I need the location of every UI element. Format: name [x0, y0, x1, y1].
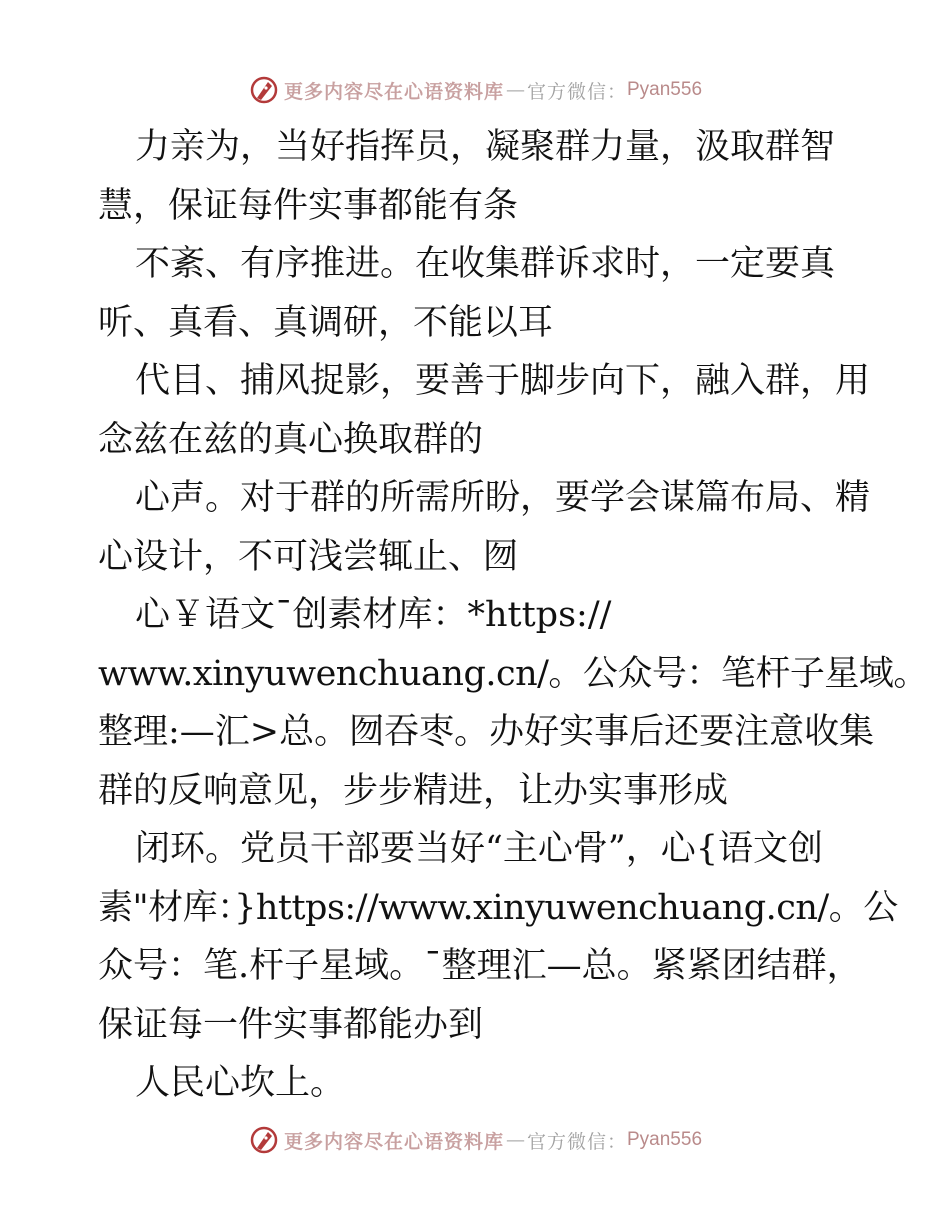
- banner-text: 更多内容尽在心语资料库: [283, 1130, 504, 1153]
- banner-wechat-label: 官方微信：: [526, 80, 627, 103]
- text-line: 力亲为，当好指挥员，凝聚群力量，汲取群智: [135, 127, 836, 167]
- text-line: 念兹在兹的真心换取群的: [98, 419, 484, 460]
- pen-nib-logo-icon: [248, 74, 280, 106]
- banner-wechat-label: 官方微信：: [526, 1130, 627, 1153]
- text-line: 素"材库：}https://www.xinyuwenchuang.cn/。公: [98, 887, 898, 928]
- text-line: 代目、捕风捉影，要善于脚步向下，融入群，用: [135, 361, 871, 401]
- text-line: 心声。对于群的所需所盼，要学会谋篇布局、精: [135, 478, 871, 518]
- text-line: 整理:—汇>总。囫吞枣。办好实事后还要注意收集: [98, 712, 875, 752]
- text-line: 慧，保证每件实事都能有条: [98, 185, 519, 226]
- text-line: 众号：笔.杆子星域。¯整理汇—总。紧紧团结群，: [98, 946, 862, 986]
- text-line: 闭环。党员干部要当好“主心骨”，心{语文创: [135, 829, 824, 869]
- text-line: 保证每一件实事都能办到: [98, 1004, 484, 1045]
- pen-nib-logo-icon: [248, 1124, 280, 1156]
- text-line: 不紊、有序推进。在收集群诉求时，一定要真: [135, 244, 836, 284]
- header-banner: [0, 70, 950, 110]
- banner-separator: —: [505, 1129, 525, 1151]
- document-body: [98, 118, 928, 1113]
- banner-text: 更多内容尽在心语资料库: [283, 80, 504, 103]
- text-line: 心设计，不可浅尝辄止、囫: [98, 536, 519, 577]
- text-line: 听、真看、真调研，不能以耳: [98, 302, 554, 343]
- footer-banner: [0, 1120, 950, 1160]
- text-line: www.xinyuwenchuang.cn/。公众号：笔杆子星域。: [98, 653, 928, 694]
- banner-separator: —: [505, 79, 525, 101]
- banner-wechat-id: Pyan556: [627, 79, 703, 100]
- text-line: 人民心坎上。: [135, 1063, 346, 1103]
- banner-wechat-id: Pyan556: [627, 1129, 703, 1150]
- text-line: 群的反响意见，步步精进，让办实事形成: [98, 770, 729, 811]
- text-line: 心￥语文¯创素材库：*https://: [135, 595, 612, 635]
